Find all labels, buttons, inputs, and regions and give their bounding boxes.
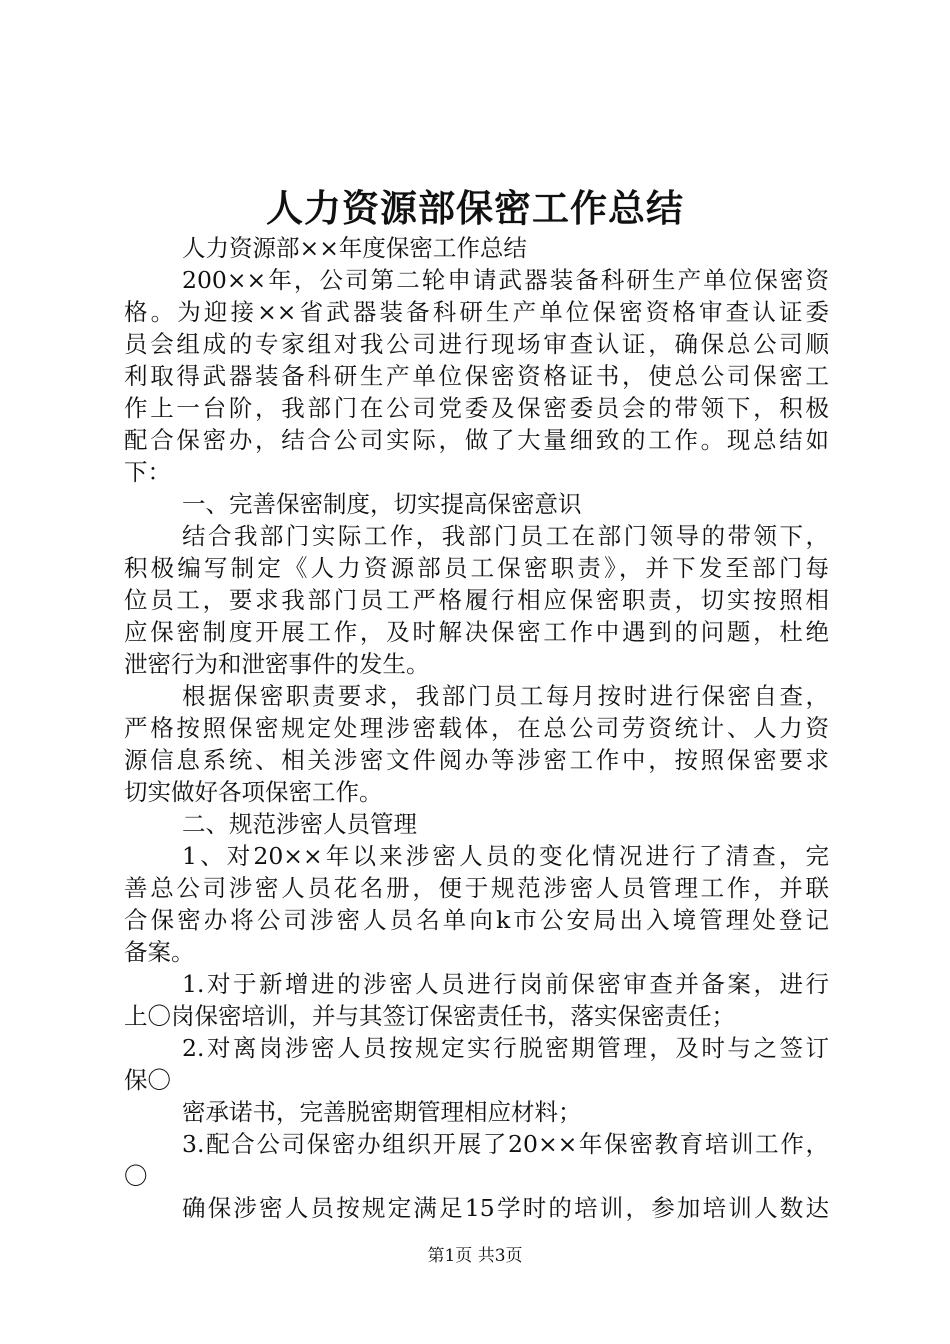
body-text-line: 人力资源部××年度保密工作总结 — [182, 234, 527, 262]
body-text-line: 上〇岗保密培训，并与其签订保密责任书，落实保密责任； — [124, 1002, 735, 1030]
body-text-line: 应保密制度开展工作，及时解决保密工作中遇到的问题，杜绝 — [124, 618, 829, 646]
body-text-line: 200××年，公司第二轮申请武器装备科研生产单位保密资 — [182, 266, 829, 294]
body-text-line: 备案。 — [124, 938, 195, 966]
body-text-line: 员会组成的专家组对我公司进行现场审查认证，确保总公司顺 — [124, 330, 829, 358]
body-text-line: 合保密办将公司涉密人员名单向k市公安局出入境管理处登记 — [124, 906, 829, 934]
body-text-line: 1.对于新增进的涉密人员进行岗前保密审查并备案，进行 — [182, 970, 829, 998]
body-text-line: 3.配合公司保密办组织开展了20××年保密教育培训工作， — [182, 1130, 829, 1158]
body-text-line: 下： — [124, 458, 171, 486]
body-text-line: 作上一台阶，我部门在公司党委及保密委员会的带领下，积极 — [124, 394, 829, 422]
body-text-line: 密承诺书，完善脱密期管理相应材料； — [182, 1098, 582, 1126]
body-text-line: 泄密行为和泄密事件的发生。 — [124, 650, 430, 678]
document-body — [124, 232, 829, 1224]
body-text-line: 配合保密办，结合公司实际，做了大量细致的工作。现总结如 — [124, 426, 829, 454]
body-text-line: 二、规范涉密人员管理 — [182, 810, 417, 838]
body-text-line: 严格按照保密规定处理涉密载体，在总公司劳资统计、人力资 — [124, 714, 829, 742]
body-text-line: 切实做好各项保密工作。 — [124, 778, 383, 806]
body-text-line: 〇 — [124, 1162, 148, 1190]
body-text-line: 根据保密职责要求，我部门员工每月按时进行保密自查， — [182, 682, 829, 710]
body-text-line: 确保涉密人员按规定满足15学时的培训，参加培训人数达 — [182, 1194, 829, 1222]
document-title: 人力资源部保密工作总结 — [266, 186, 684, 230]
body-text-line: 1、对20××年以来涉密人员的变化情况进行了清查，完 — [182, 842, 829, 870]
body-text-line: 源信息系统、相关涉密文件阅办等涉密工作中，按照保密要求 — [124, 746, 829, 774]
body-text-line: 积极编写制定《人力资源部员工保密职责》，并下发至部门每 — [124, 554, 829, 582]
body-text-line: 格。为迎接××省武器装备科研生产单位保密资格审查认证委 — [124, 298, 829, 326]
body-text-line: 保〇 — [124, 1066, 171, 1094]
body-text-line: 善总公司涉密人员花名册，便于规范涉密人员管理工作，并联 — [124, 874, 829, 902]
body-text-line: 利取得武器装备科研生产单位保密资格证书，使总公司保密工 — [124, 362, 829, 390]
body-text-line: 位员工，要求我部门员工严格履行相应保密职责，切实按照相 — [124, 586, 829, 614]
body-text-line: 一、完善保密制度，切实提高保密意识 — [182, 490, 582, 518]
body-text-line: 2.对离岗涉密人员按规定实行脱密期管理，及时与之签订 — [182, 1034, 829, 1062]
body-text-line: 结合我部门实际工作，我部门员工在部门领导的带领下， — [182, 522, 829, 550]
page-footer: 第1页 共3页 — [427, 1246, 523, 1266]
